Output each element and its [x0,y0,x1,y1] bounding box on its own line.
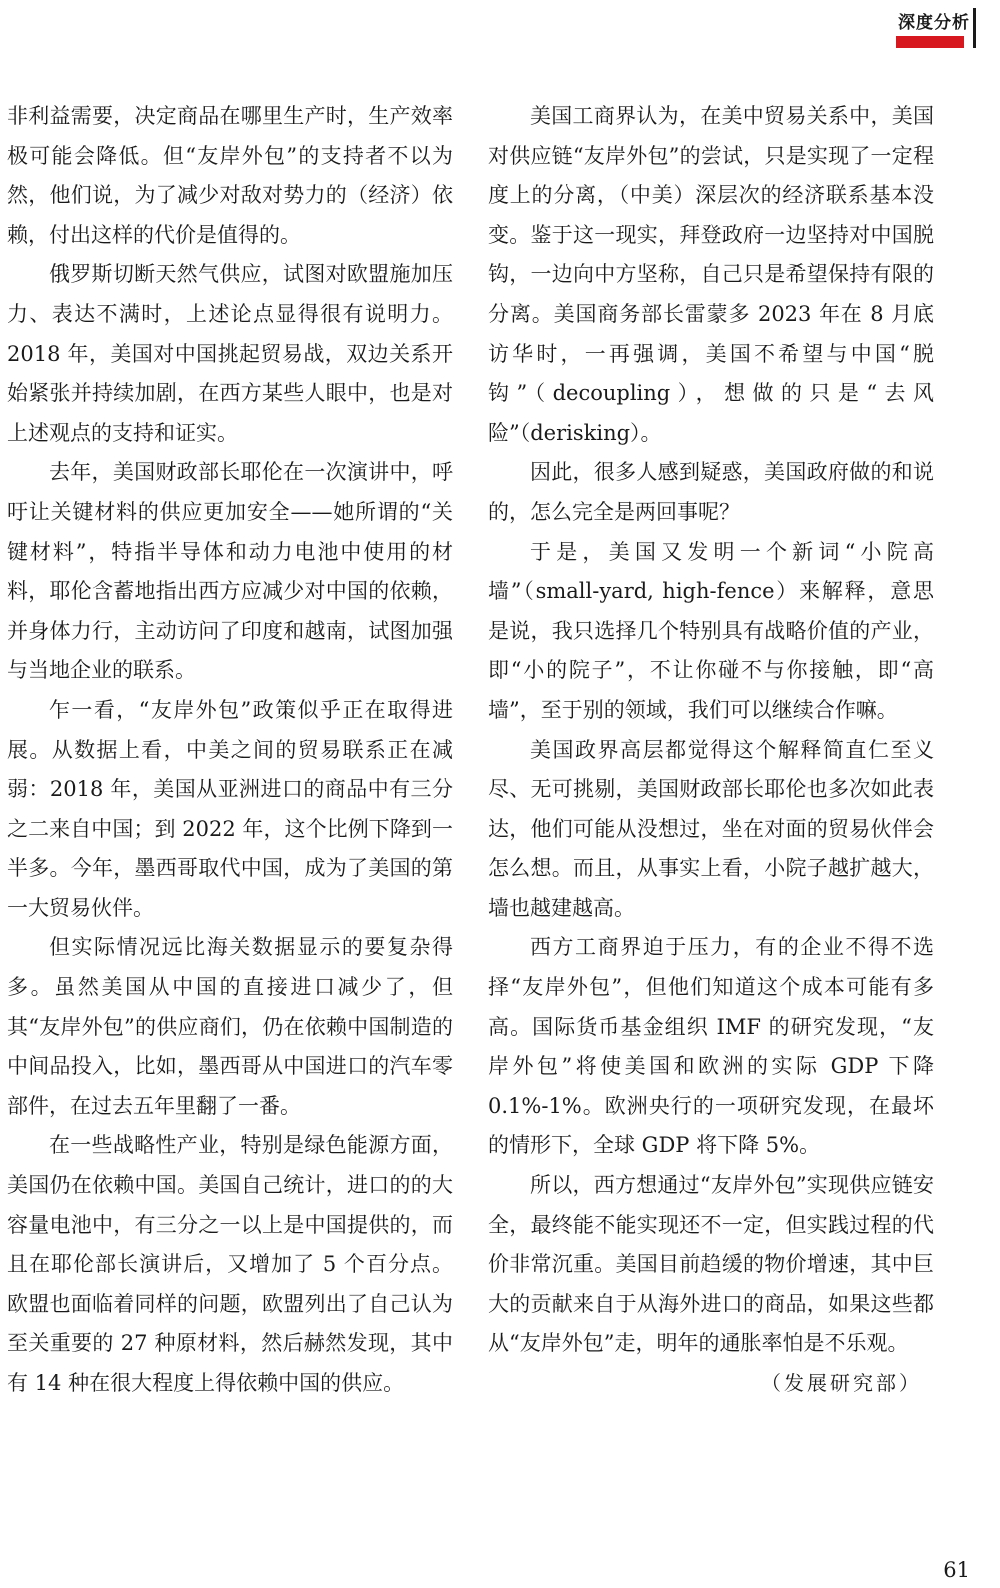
paragraph: 西方工商界迫于压力，有的企业不得不选择“友岸外包”，但他们知道这个成本可能有多高。国际货币基金组织 IMF 的研究发现，“友岸外包”将使美国和欧洲的实际 GDP 下降 0.1%-1%。欧洲央行的一项研究发现，在最坏的情形下，全球 GDP 将下降 5%。 [488,935,934,1158]
paragraph: 俄罗斯切断天然气供应，试图对欧盟施加压力、表达不满时，上述论点显得很有说明力。2018 年，美国对中国挑起贸易战，双边关系开始紧张并持续加剧，在西方某些人眼中，也是对上述观点的支持和证实。 [7,262,453,445]
author-signature: （发展研究部） [761,1371,922,1395]
paragraph: 但实际情况远比海关数据显示的要复杂得多。虽然美国从中国的直接进口减少了，但其“友岸外包”的供应商们，仍在依赖中国制造的中间品投入，比如，墨西哥从中国进口的汽车零部件，在过去五年里翻了一番。 [7,935,453,1118]
paragraph: 因此，很多人感到疑惑，美国政府做的和说的，怎么完全是两回事呢？ [488,460,934,524]
paragraph: 美国政界高层都觉得这个解释简直仁至义尽、无可挑剔，美国财政部长耶伦也多次如此表达，他们可能从没想过，坐在对面的贸易伙伴会怎么想。而且，从事实上看，小院子越扩越大，墙也越建越高。 [488,737,934,920]
section-header [896,8,972,33]
section-accent-bar [896,36,964,48]
section-divider-rule [973,8,976,48]
right-column [488,97,934,1404]
paragraph: 于是，美国又发明一个新词“小院高墙”（small-yard, high-fence）来解释，意思是说，我只选择几个特别具有战略价值的产业，即“小的院子”，不让你碰不与你接触，即“高墙”，至于别的领域，我们可以继续合作嘛。 [488,539,934,722]
paragraph: 在一些战略性产业，特别是绿色能源方面，美国仍在依赖中国。美国自己统计，进口的的大容量电池中，有三分之一以上是中国提供的，而且在耶伦部长演讲后，又增加了 5 个百分点。欧盟也面临着同样的问题，欧盟列出了自己认为至关重要的 27 种原材料，然后赫然发现，其中有 14 种在很大程度上得依赖中国的供应。 [7,1133,453,1395]
paragraph: 所以，西方想通过“友岸外包”实现供应链安全，最终能不能实现还不一定，但实践过程的代价非常沉重。美国目前趋缓的物价增速，其中巨大的贡献来自于从海外进口的商品，如果这些都从“友岸外包”走，明年的通胀率怕是不乐观。 [488,1173,934,1356]
paragraph: 去年，美国财政部长耶伦在一次演讲中，呼吁让关键材料的供应更加安全——她所谓的“关键材料”，特指半导体和动力电池中使用的材料，耶伦含蓄地指出西方应减少对中国的依赖，并身体力行，主动访问了印度和越南，试图加强与当地企业的联系。 [7,460,453,683]
paragraph: 美国工商界认为，在美中贸易关系中，美国对供应链“友岸外包”的尝试，只是实现了一定程度上的分离，（中美）深层次的经济联系基本没变。鉴于这一现实，拜登政府一边坚持对中国脱钩，一边向中方坚称，自己只是希望保持有限的分离。美国商务部长雷蒙多 2023 年在 8 月底访华时，一再强调，美国不希望与中国“脱钩”（decoupling），想做的只是“去风险”（derisking）。 [488,104,934,445]
left-column [7,97,453,1404]
paragraph: 乍一看，“友岸外包”政策似乎正在取得进展。从数据上看，中美之间的贸易联系正在减弱：2018 年，美国从亚洲进口的商品中有三分之二来自中国；到 2022 年，这个比例下降到一半多。今年，墨西哥取代中国，成为了美国的第一大贸易伙伴。 [7,697,453,920]
page-number: 61 [943,1558,970,1582]
section-title: 深度分析 [898,13,970,33]
paragraph: 非利益需要，决定商品在哪里生产时，生产效率极可能会降低。但“友岸外包”的支持者不以为然，他们说，为了减少对敌对势力的（经济）依赖，付出这样的代价是值得的。 [7,104,453,247]
